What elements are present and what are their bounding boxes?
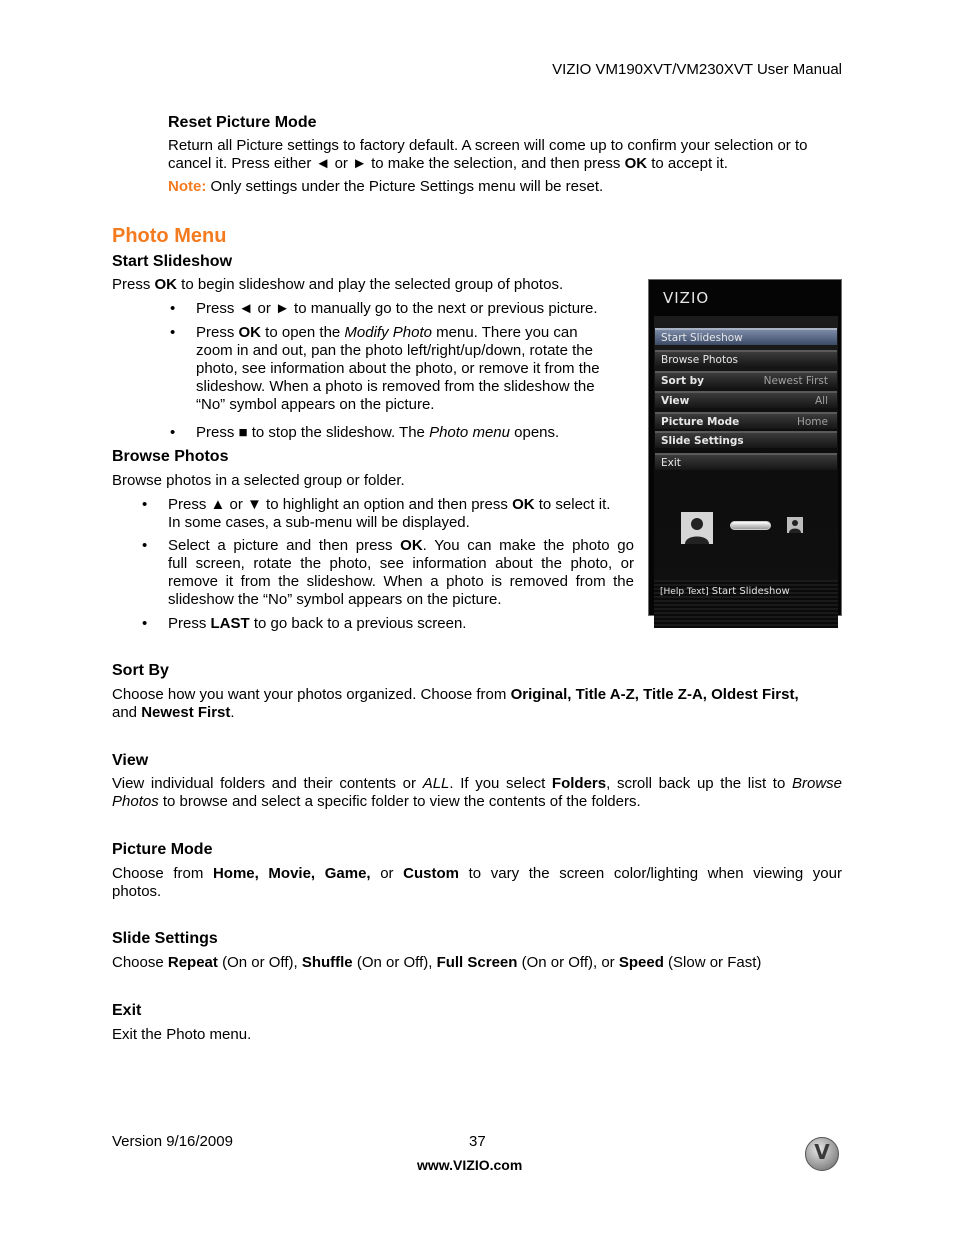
vizio-v-logo-icon: V (805, 1137, 839, 1171)
vizio-screen-logo: VIZIO (663, 289, 710, 307)
start-bullet-3: • Press ■ to stop the slideshow. The Photo menu opens. (170, 424, 560, 441)
exit-heading: Exit (112, 1002, 142, 1019)
slide-settings-heading: Slide Settings (112, 930, 218, 947)
osd-item-slide-settings: Slide Settings (655, 431, 837, 448)
photo-menu-screenshot (648, 279, 842, 616)
osd-menu-panel (654, 316, 838, 611)
sort-by-text-2: and Newest First. (112, 704, 235, 721)
picture-mode-text-1: Choose from Home, Movie, Game, or Custom to vary the screen color/lighting when viewing your (112, 865, 842, 882)
view-text-2: Photos to browse and select a specific folder to view the contents of the folders. (112, 793, 641, 810)
photo-menu-heading: Photo Menu (112, 225, 227, 247)
manual-title: VIZIO VM190XVT/VM230XVT User Manual (552, 61, 842, 78)
slide-settings-text: Choose Repeat (On or Off), Shuffle (On or Off), Full Screen (On or Off), or Speed (Slow or Fast) (112, 954, 762, 971)
reset-text-2: cancel it. Press either ◄ or ► to make the selection, and then press OK to accept it. (168, 155, 728, 172)
osd-help-text: [Help Text] Start Slideshow (654, 580, 838, 628)
browse-bullet-2: • Select a picture and then press OK. You can make the photo go full screen, rotate the photo, see information about the photo, or remove it from the slideshow. When a photo is removed from the slideshow the “No” symbol appears on the picture. (142, 537, 634, 608)
osd-item-sort-by: Sort by Newest First (655, 371, 837, 388)
osd-item-exit: Exit (655, 453, 837, 470)
footer-version: Version 9/16/2009 (112, 1133, 233, 1150)
picture-mode-heading: Picture Mode (112, 841, 213, 858)
browse-bullet-3: • Press LAST to go back to a previous screen. (142, 615, 467, 632)
browse-photos-intro: Browse photos in a selected group or folder. (112, 472, 405, 489)
osd-item-start-slideshow: Start Slideshow (655, 328, 837, 345)
osd-item-picture-mode: Picture Mode Home (655, 412, 837, 429)
browse-photos-heading: Browse Photos (112, 448, 229, 465)
exit-text: Exit the Photo menu. (112, 1026, 252, 1043)
view-text-1: View individual folders and their contents or ALL. If you select Folders, scroll back up the list to Browse (112, 775, 843, 792)
start-bullet-1: • Press ◄ or ► to manually go to the next or previous picture. (170, 300, 598, 317)
slider-bar-icon (730, 521, 771, 530)
sort-by-text-1: Choose how you want your photos organized. Choose from Original, Title A-Z, Title Z-A, Oldest First, (112, 686, 799, 703)
reset-text-1: Return all Picture settings to factory default. A screen will come up to confirm your selection or to (168, 137, 808, 154)
osd-item-view: View All (655, 391, 837, 408)
view-heading: View (112, 752, 149, 769)
osd-item-browse-photos: Browse Photos (655, 350, 837, 367)
reset-heading: Reset Picture Mode (168, 114, 317, 131)
picture-mode-text-2: photos. (112, 883, 162, 900)
reset-note: Note: Only settings under the Picture Settings menu will be reset. (168, 178, 604, 195)
user-avatar-icon (681, 512, 713, 544)
note-label: Note: (168, 178, 207, 195)
footer-url: www.VIZIO.com (417, 1157, 523, 1173)
page-number: 37 (469, 1133, 486, 1150)
start-slideshow-intro: Press OK to begin slideshow and play the selected group of photos. (112, 276, 564, 293)
sort-by-heading: Sort By (112, 662, 169, 679)
browse-bullet-1: • Press ▲ or ▼ to highlight an option and then press OK to select it. In some cases, a sub-menu will be displayed. (142, 496, 611, 531)
small-avatar-icon (787, 517, 803, 533)
start-bullet-2: • Press OK to open the Modify Photo menu. There you can zoom in and out, pan the photo left/right/up/down, rotate the photo, see information about the photo, or remove it from the slideshow. When a photo is removed from the slideshow the “No” symbol appears on the picture. (170, 324, 600, 413)
start-slideshow-heading: Start Slideshow (112, 253, 233, 270)
